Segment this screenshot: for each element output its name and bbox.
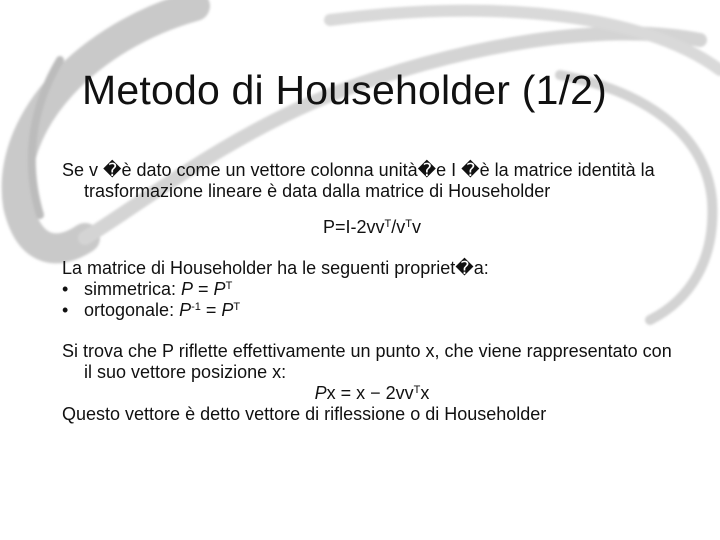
bullet-symmetric: • simmetrica: $P = P^T$ [62,279,233,299]
bullet-dot: • [62,279,69,299]
slide-title: Metodo di Householder (1/2) [82,67,608,113]
intro-paragraph: Se v �è dato come un vettore colonna unità�e I �è la matrice identità la trasformazione lineare è data dalla matrice di Householder [62,160,655,201]
bullet-orthogonal: • ortogonale: $P^{-1} = P^T$ [62,300,241,320]
reflection-paragraph: Si trova che P riflette effettivamente un punto x, che viene rappresentato con il suo vettore posizione x: [62,341,672,382]
householder-formula: $P=I-2vv^T/v^Tv$ [322,217,421,237]
reflection-formula: $Px = x - 2vv^Tx$ [314,383,430,403]
slide-body [62,160,682,425]
conclusion-paragraph: Questo vettore è detto vettore di riflessione o di Householder [62,404,547,424]
bullet-dot: • [62,300,69,320]
properties-intro: La matrice di Householder ha le seguenti propriet�a: [62,258,489,278]
